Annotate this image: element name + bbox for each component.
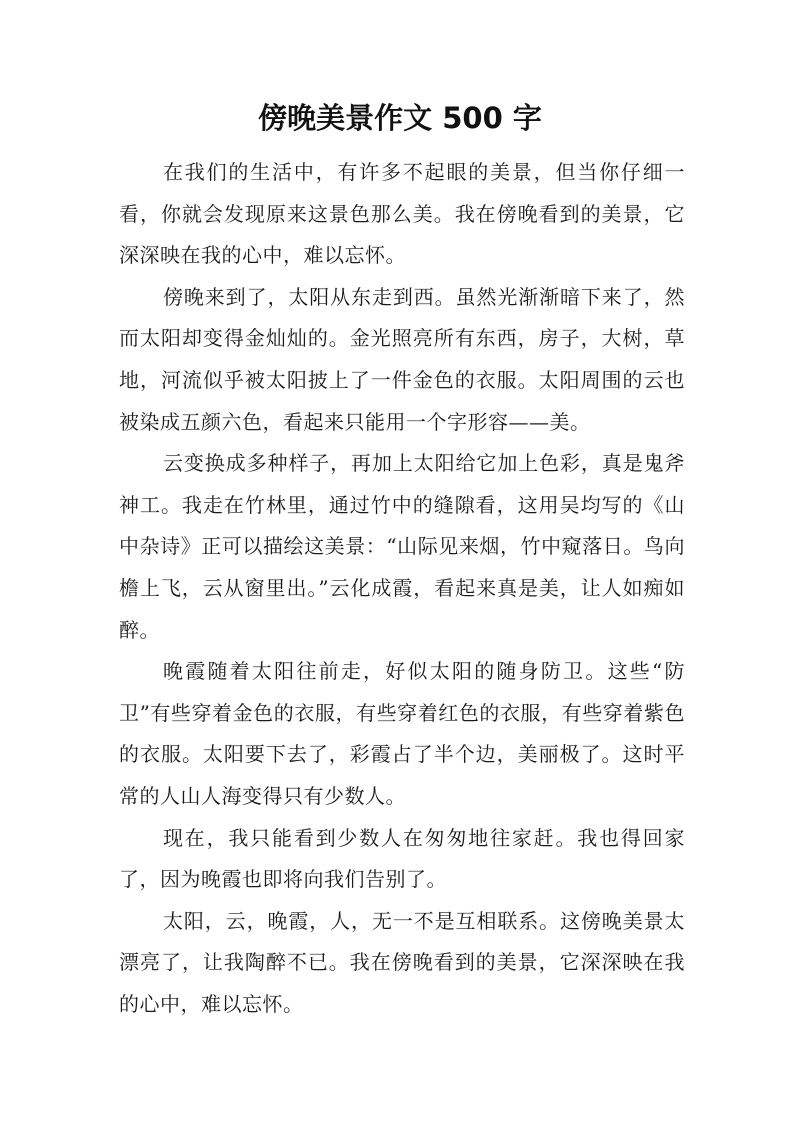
paragraph-1: 在我们的生活中，有许多不起眼的美景，但当你仔细一看，你就会发现原来这景色那么美。我在傍晚看到的美景，它深深映在我的心中，难以忘怀。	[119, 160, 685, 268]
document-title: 傍晚美景作文 500 字	[258, 101, 542, 135]
paragraph-4: 晚霞随着太阳往前走，好似太阳的随身防卫。这些“防卫”有些穿着金色的衣服，有些穿着红色的衣服，有些穿着紫色的衣服。太阳要下去了，彩霞占了半个边，美丽极了。这时平常的人山人海变得只有少数人。	[119, 659, 685, 808]
essay-body	[119, 152, 685, 1025]
paragraph-3: 云变换成多种样子，再加上太阳给它加上色彩，真是鬼斧神工。我走在竹林里，通过竹中的缝隙看，这用吴均写的《山中杂诗》正可以描绘这美景：“山际见来烟，竹中窥落日。鸟向檐上飞，云从窗里出。”云化成霞，看起来真是美，让人如痴如醉。	[119, 451, 685, 642]
paragraph-5: 现在，我只能看到少数人在匆匆地往家赶。我也得回家了，因为晚霞也即将向我们告别了。	[119, 825, 685, 892]
paragraph-2: 傍晚来到了，太阳从东走到西。虽然光渐渐暗下来了，然而太阳却变得金灿灿的。金光照亮所有东西，房子，大树，草地，河流似乎被太阳披上了一件金色的衣服。太阳周围的云也被染成五颜六色，看起来只能用一个字形容——美。	[119, 284, 685, 434]
paragraph-6: 太阳，云，晚霞，人，无一不是互相联系。这傍晚美景太漂亮了，让我陶醉不已。我在傍晚看到的美景，它深深映在我的心中，难以忘怀。	[119, 908, 685, 1016]
